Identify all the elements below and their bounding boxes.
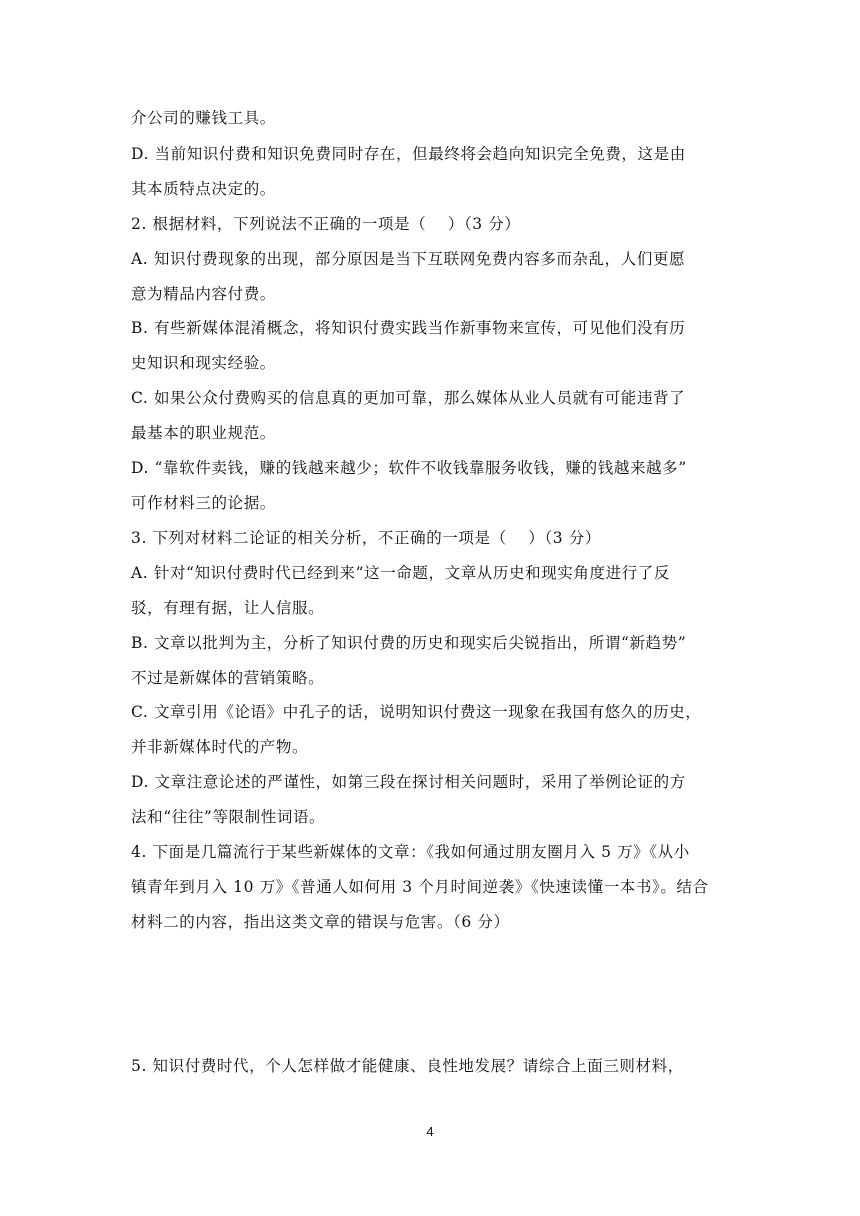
text-line: 并非新媒体时代的产物。 xyxy=(131,738,309,756)
text-line: 镇青年到月入 10 万》《普通人如何用 3 个月时间逆袭》《快速读懂一本书》。结合 xyxy=(131,878,709,896)
text-line: 驳，有理有据，让人信服。 xyxy=(131,599,325,617)
text-line: 材料二的内容，指出这类文章的错误与危害。（6 分） xyxy=(131,913,510,931)
text-line: D. 当前知识付费和知识免费同时存在，但最终将会趋向知识完全免费，这是由 xyxy=(131,145,686,163)
text-line: 可作材料三的论据。 xyxy=(131,494,276,512)
text-line: C. 如果公众付费购买的信息真的更加可靠，那么媒体从业人员就有可能违背了 xyxy=(131,389,686,407)
text-line: B. 有些新媒体混淆概念，将知识付费实践当作新事物来宣传，可见他们没有历 xyxy=(131,319,686,337)
text-line: 其本质特点决定的。 xyxy=(131,180,276,198)
question-5-stem: 5. 知识付费时代，个人怎样做才能健康、良性地发展？请综合上面三则材料， xyxy=(131,1057,684,1075)
question-4-stem: 4. 下面是几篇流行于某些新媒体的文章：《我如何通过朋友圈月入 5 万》《从小 xyxy=(131,843,690,861)
text-line: D. 文章注意论述的严谨性，如第三段在探讨相关问题时，采用了举例论证的方 xyxy=(131,773,686,791)
text-line: 最基本的职业规范。 xyxy=(131,424,276,442)
text-line: A. 针对“知识付费时代已经到来”这一命题，文章从历史和现实角度进行了反 xyxy=(131,564,670,582)
text-line: A. 知识付费现象的出现，部分原因是当下互联网免费内容多而杂乱，人们更愿 xyxy=(131,250,686,268)
text-line: 不过是新媒体的营销策略。 xyxy=(131,669,325,687)
text-line: D. “靠软件卖钱，赚的钱越来越少；软件不收钱靠服务收钱，赚的钱越来越多” xyxy=(131,459,687,477)
text-line: 法和“往往”等限制性词语。 xyxy=(131,808,326,826)
text-line: 意为精品内容付费。 xyxy=(131,285,276,303)
question-2-stem: 2. 根据材料，下列说法不正确的一项是（ ）（3 分） xyxy=(131,215,521,233)
text-line: B. 文章以批判为主，分析了知识付费的历史和现实后尖锐指出，所谓“新趋势” xyxy=(131,634,687,652)
text-line: C. 文章引用《论语》中孔子的话，说明知识付费这一现象在我国有悠久的历史， xyxy=(131,703,702,721)
text-line: 史知识和现实经验。 xyxy=(131,354,276,372)
text-line: 介公司的赚钱工具。 xyxy=(131,109,276,127)
question-3-stem: 3. 下列对材料二论证的相关分析，不正确的一项是（ ）（3 分） xyxy=(131,529,601,547)
page-number: 4 xyxy=(426,1124,434,1139)
